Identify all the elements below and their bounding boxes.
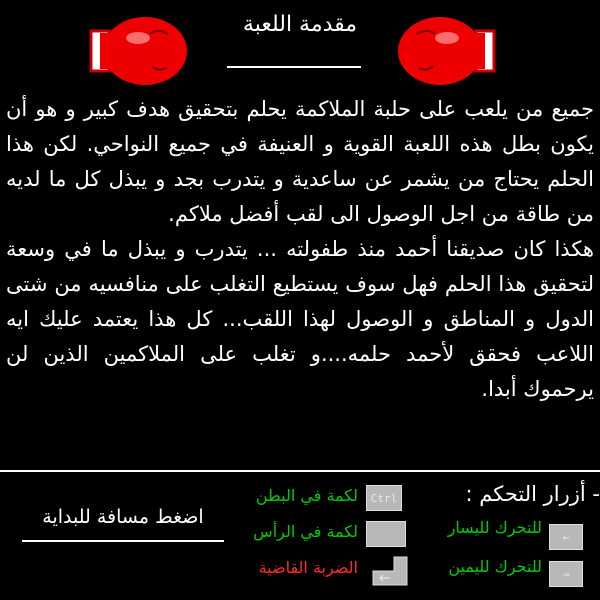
left-arrow-key-icon: ←	[549, 524, 583, 550]
right-arrow-key-icon: →	[549, 561, 583, 587]
left-boxing-glove-icon	[88, 16, 188, 86]
start-prompt-underline	[22, 540, 224, 542]
enter-key-icon	[372, 556, 408, 586]
page-title: مقدمة اللعبة	[242, 12, 358, 37]
press-space-to-start-prompt: اضغط مسافة للبداية	[42, 506, 204, 528]
belly-punch-label: لكمة في البطن	[255, 486, 358, 505]
shift-key-icon	[366, 521, 406, 547]
knockout-label: الضربة القاضية	[258, 558, 358, 577]
move-left-label: للتحرك لليسار	[447, 518, 542, 537]
controls-heading: - أزرار التحكم :	[465, 482, 600, 506]
title-underline	[227, 66, 361, 68]
ctrl-key-icon: Ctrl	[366, 485, 402, 511]
head-punch-label: لكمة في الرأس	[253, 522, 358, 541]
right-boxing-glove-icon	[397, 16, 497, 86]
move-right-label: للتحرك لليمين	[448, 557, 542, 576]
story-paragraph-2: هكذا كان صديقنا أحمد منذ طفولته ... يتدرب و يبذل ما في وسعة لتحقيق هذا الحلم فهل سوف يستطيع التغلب على منافسيه من شتى الدول و المناطق و الوصول لهذا اللقب... كل هذا يعتمد عليك ايه اللاعب فحقق لأحمد حلمه....و تغلب على الملاكمين الذين لن يرحموك أبدا.	[6, 237, 594, 401]
section-divider	[0, 470, 600, 472]
story-paragraph-1: جميع من يلعب على حلبة الملاكمة يحلم بتحقيق هدف كبير و هو أن يكون بطل هذه اللعبة القوية و العنيفة في جميع النواحي. لكن هذا الحلم يحتاج من يشمر عن ساعدية و يتدرب بجد و يبذل كل ما لديه من طاقة من اجل الوصول الى لقب أفضل ملاكم.	[6, 97, 594, 226]
story-text	[6, 92, 594, 407]
